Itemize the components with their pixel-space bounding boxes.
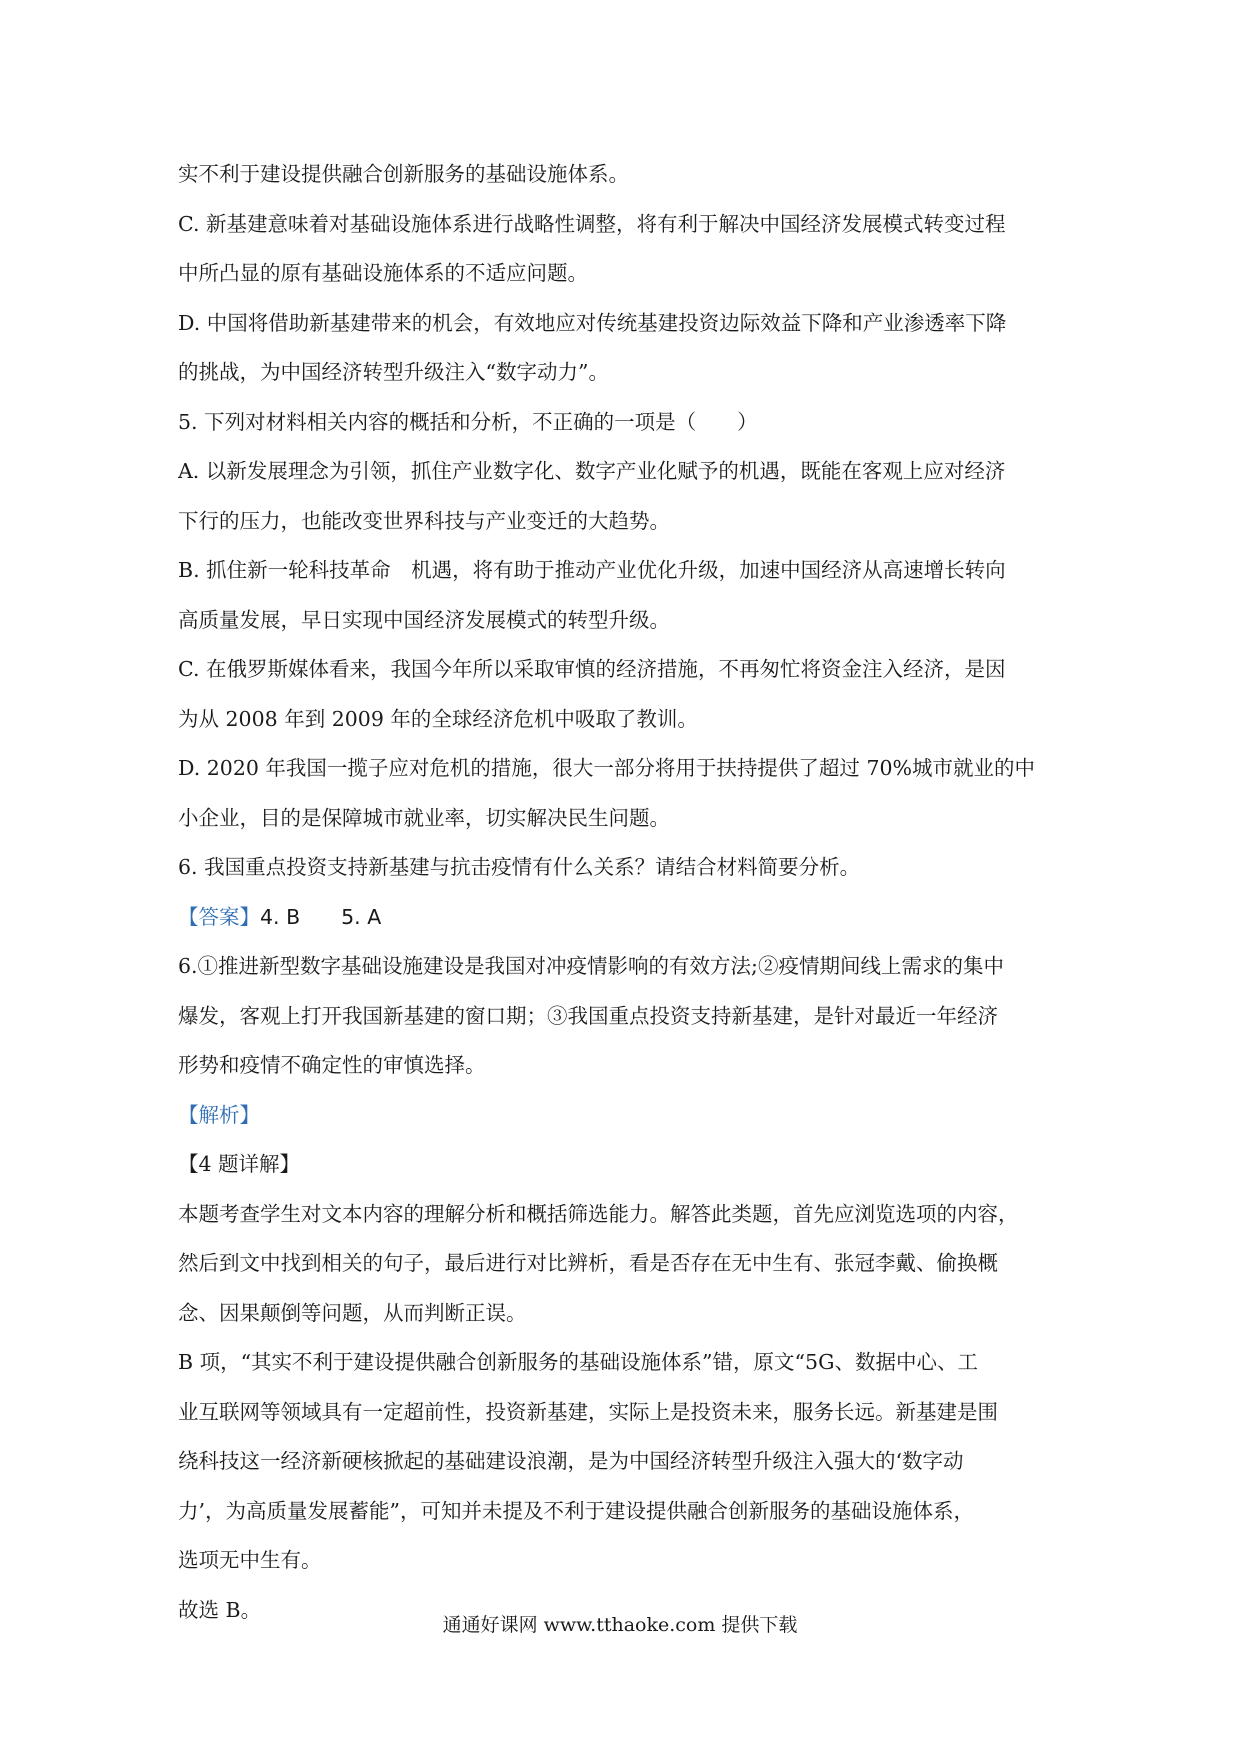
detail-heading: 【4 题详解】 — [178, 1152, 301, 1176]
detail-line-9: 故选 B。 — [178, 1597, 262, 1622]
q5-option-c-line-2: 为从 2008 年到 2009 年的全球经济危机中吸取了教训。 — [178, 706, 698, 731]
detail-line-1: 本题考查学生对文本内容的理解分析和概括筛选能力。解答此类题，首先应浏览选项的内容， — [178, 1201, 1019, 1226]
analysis-tag: 【解析】 — [178, 1102, 260, 1127]
option-d-line-2: 的挑战，为中国经济转型升级注入“数字动力”。 — [178, 360, 609, 384]
q5-option-b-line-1: B. 抓住新一轮科技革命 机遇，将有助于推动产业优化升级，加速中国经济从高速增长转向 — [178, 558, 1006, 582]
answer-text: 4. B 5. A — [260, 904, 382, 929]
answer-6-line-2: 爆发，客观上打开我国新基建的窗口期；③我国重点投资支持新基建，是针对最近一年经济 — [178, 1003, 998, 1028]
detail-line-3: 念、因果颠倒等问题，从而判断正误。 — [178, 1300, 527, 1325]
q5-option-a-line-1: A. 以新发展理念为引领，抓住产业数字化、数字产业化赋予的机遇，既能在客观上应对经济 — [178, 459, 1006, 483]
answer-tag: 【答案】 — [178, 904, 260, 929]
question-5: 5. 下列对材料相关内容的概括和分析，不正确的一项是（ ） — [178, 409, 758, 434]
detail-line-6: 绕科技这一经济新硬核掀起的基础建设浪潮，是为中国经济转型升级注入强大的‘数字动 — [178, 1449, 964, 1473]
answer-line — [178, 893, 1078, 943]
option-c-line-2: 中所凸显的原有基础设施体系的不适应问题。 — [178, 261, 588, 285]
answer-6-line-1: 6.①推进新型数字基础设施建设是我国对冲疫情影响的有效方法;②疫情期间线上需求的集中 — [178, 954, 1004, 978]
q5-option-d-line-1: D. 2020 年我国一揽子应对危机的措施，很大一部分将用于扶持提供了超过 70%城市就业的中 — [178, 756, 1036, 780]
q5-option-c-line-1: C. 在俄罗斯媒体看来，我国今年所以采取审慎的经济措施，不再匆忙将资金注入经济，是因 — [178, 657, 1006, 681]
question-6: 6. 我国重点投资支持新基建与抗击疫情有什么关系？请结合材料简要分析。 — [178, 855, 861, 879]
analysis-heading — [178, 1091, 1078, 1141]
q5-option-d-line-2: 小企业，目的是保障城市就业率，切实解决民生问题。 — [178, 805, 670, 830]
q5-option-b-line-2: 高质量发展，早日实现中国经济发展模式的转型升级。 — [178, 607, 670, 632]
detail-line-8: 选项无中生有。 — [178, 1548, 322, 1572]
answer-6-line-3: 形势和疫情不确定性的审慎选择。 — [178, 1053, 486, 1077]
detail-line-4: B 项，“其实不利于建设提供融合创新服务的基础设施体系”错，原文“5G、数据中心、工 — [178, 1350, 978, 1374]
q5-option-a-line-2: 下行的压力，也能改变世界科技与产业变迁的大趋势。 — [178, 508, 670, 533]
document-body — [178, 150, 1078, 1635]
page-footer: 通通好课网 www.tthaoke.com 提供下载 — [442, 1614, 798, 1636]
text-line: 实不利于建设提供融合创新服务的基础设施体系。 — [178, 162, 629, 186]
option-d-line-1: D. 中国将借助新基建带来的机会，有效地应对传统基建投资边际效益下降和产业渗透率下降 — [178, 310, 1007, 335]
option-c-line-1: C. 新基建意味着对基础设施体系进行战略性调整，将有利于解决中国经济发展模式转变过程 — [178, 211, 1006, 236]
detail-line-7: 力’，为高质量发展蓄能”，可知并未提及不利于建设提供融合创新服务的基础设施体系， — [178, 1498, 974, 1523]
detail-line-5: 业互联网等领域具有一定超前性，投资新基建，实际上是投资未来，服务长远。新基建是围 — [178, 1399, 998, 1424]
detail-line-2: 然后到文中找到相关的句子，最后进行对比辨析，看是否存在无中生有、张冠李戴、偷换概 — [178, 1251, 998, 1275]
